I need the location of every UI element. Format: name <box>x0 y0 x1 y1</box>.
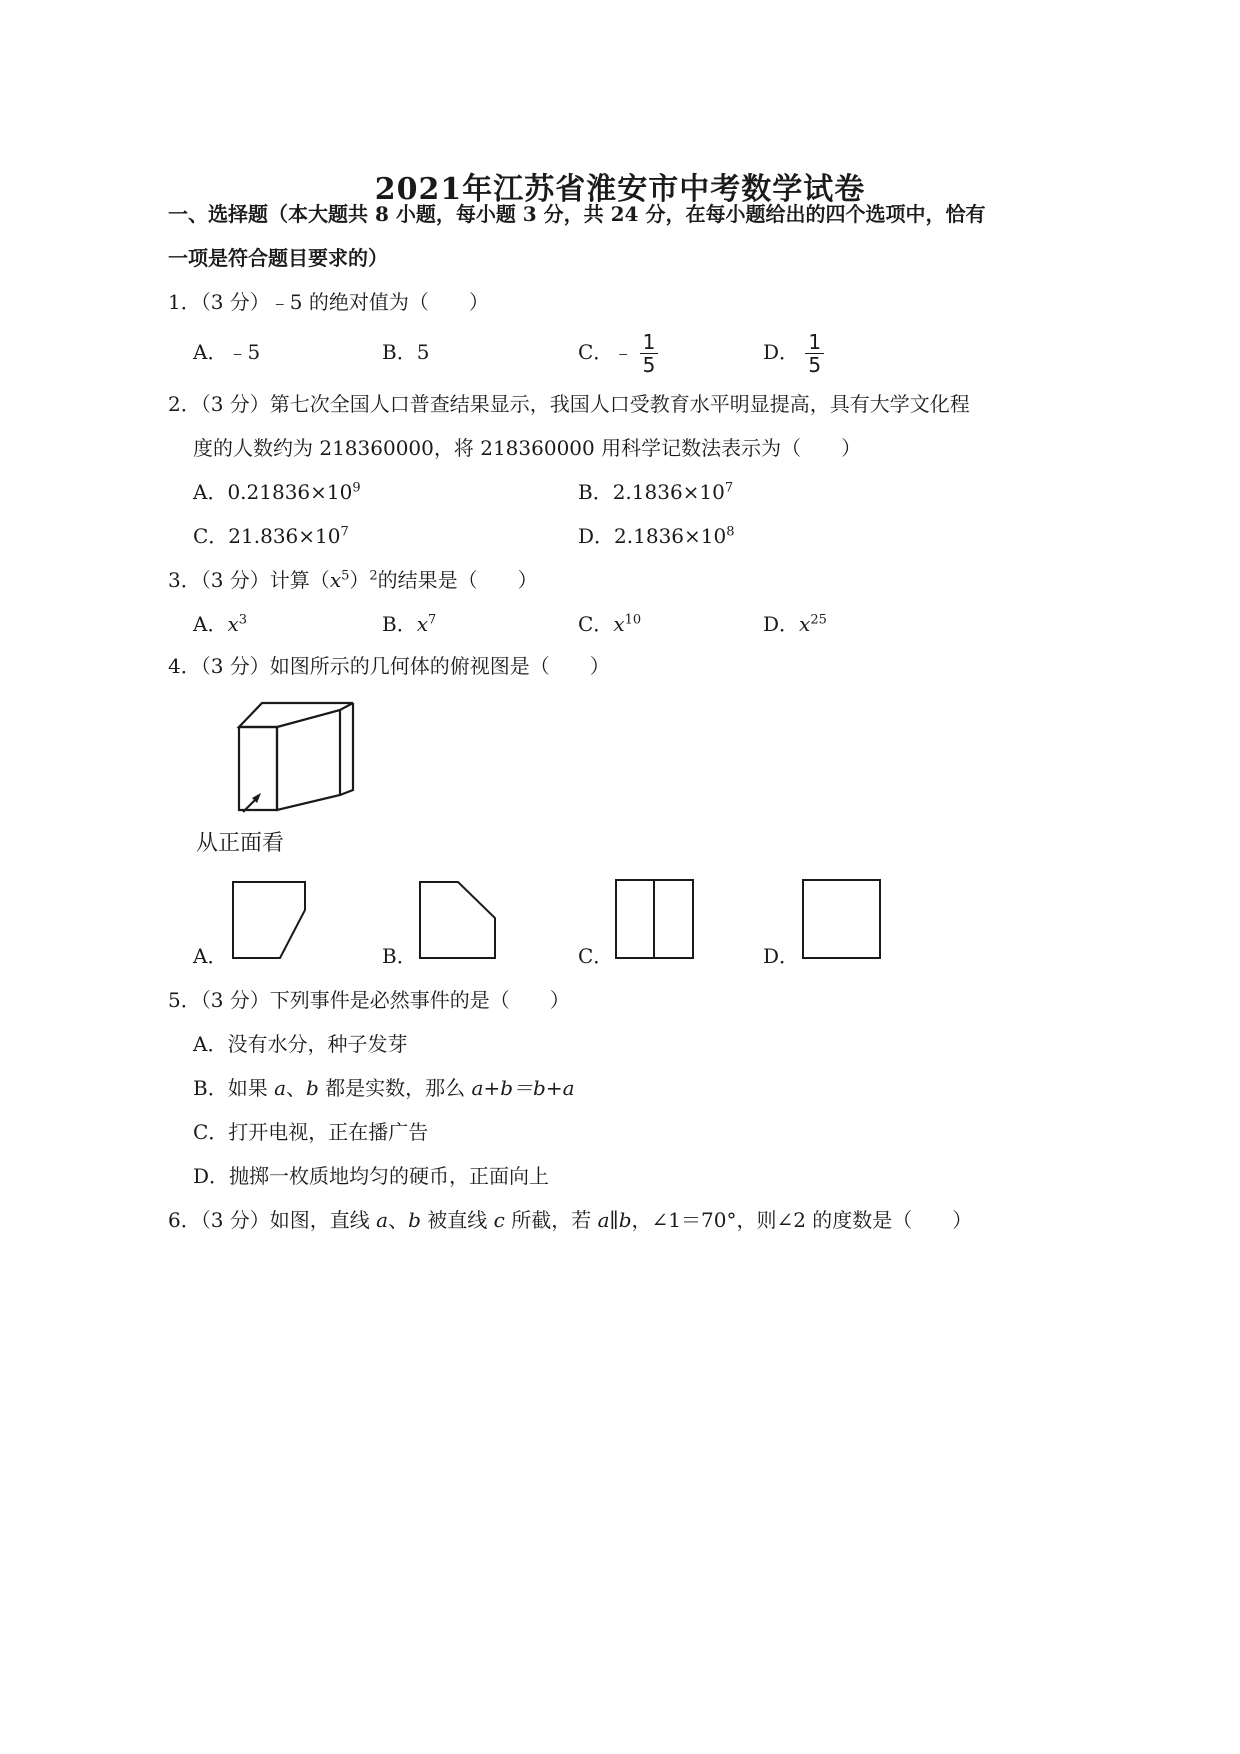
exponent: 3 <box>238 612 248 628</box>
fraction-numerator: 1 <box>640 332 659 354</box>
exponent: 25 <box>810 612 827 628</box>
q3-stem-pre: 3．（3 分）计算（ <box>168 568 330 592</box>
q4-view-caption: 从正面看 <box>196 831 285 856</box>
exponent: 5 <box>341 568 350 584</box>
variable-b: b <box>306 1076 319 1100</box>
variable-x: x <box>416 612 428 636</box>
exponent: 9 <box>352 480 361 496</box>
q5-stem: 5．（3 分）下列事件是必然事件的是（ ） <box>168 988 570 1012</box>
q1-option-d-label: D． <box>763 340 800 364</box>
separator: 、 <box>286 1076 306 1100</box>
q5-option-b-expression: a+b＝b+a <box>471 1076 575 1100</box>
exponent: 8 <box>726 524 735 540</box>
exponent: 7 <box>340 524 349 540</box>
q4-stem: 4．（3 分）如图所示的几何体的俯视图是（ ） <box>168 654 610 678</box>
variable-c: c <box>493 1208 505 1232</box>
variable-x: x <box>329 568 342 592</box>
q4-option-d-label: D． <box>763 944 800 968</box>
q6-parallel-expression: a∥b <box>597 1208 632 1232</box>
page-title: 2021年江苏省淮安市中考数学试卷 <box>374 172 866 207</box>
variable-b: b <box>408 1208 421 1232</box>
q5-option-a: A．没有水分，种子发芽 <box>193 1032 408 1056</box>
q1-option-c-label: C．﹣ <box>578 340 634 364</box>
variable-x: x <box>799 612 811 636</box>
separator: 、 <box>388 1208 409 1232</box>
section-heading-line1: 一、选择题（本大题共 8 小题，每小题 3 分，共 24 分，在每小题给出的四个选项中，恰有 <box>168 202 986 226</box>
variable-x: x <box>227 612 239 636</box>
q3-stem-mid: ） <box>349 568 370 592</box>
q6-stem-pre: 6．（3 分）如图，直线 <box>168 1208 377 1232</box>
q6-stem <box>168 1206 972 1234</box>
q1-stem: 1．（3 分）﹣5 的绝对值为（ ） <box>168 290 489 314</box>
q2-option-c-text: C．21.836×10 <box>193 524 341 548</box>
variable-x: x <box>613 612 625 636</box>
q2-stem-line1: 2．（3 分）第七次全国人口普查结果显示，我国人口受教育水平明显提高，具有大学文化程 <box>168 392 970 416</box>
exponent: 7 <box>427 612 437 628</box>
q5-option-b-pre: B．如果 <box>193 1076 275 1100</box>
q4-option-a-label: A． <box>193 944 228 968</box>
q2-option-d-text: D．2.1836×10 <box>578 524 727 548</box>
q3-stem-post: 的结果是（ ） <box>377 568 538 592</box>
q5-option-b-mid: 都是实数，那么 <box>318 1076 472 1100</box>
q5-option-d: D．抛掷一枚质地均匀的硬币，正面向上 <box>193 1164 550 1188</box>
exponent: 7 <box>724 480 734 496</box>
fraction-denominator: 5 <box>642 353 656 377</box>
variable-a: a <box>376 1208 389 1232</box>
q6-stem-post1: 所截，若 <box>504 1208 598 1232</box>
q1-option-a: A．﹣5 <box>193 340 261 364</box>
q1-option-b: B．5 <box>382 340 430 364</box>
exponent: 10 <box>624 612 642 628</box>
q4-option-b-label: B． <box>382 944 417 968</box>
section-heading-line2: 一项是符合题目要求的） <box>168 246 388 270</box>
option-label: D． <box>763 612 800 636</box>
fraction-denominator: 5 <box>808 353 822 377</box>
exponent: 2 <box>369 568 378 584</box>
option-label: C． <box>578 612 614 636</box>
variable-a: a <box>274 1076 286 1100</box>
q6-stem-mid: 被直线 <box>420 1208 494 1232</box>
q5-option-b <box>193 1074 575 1102</box>
option-label: A． <box>193 612 228 636</box>
q6-stem-post2: ，∠1＝70°，则∠2 的度数是（ ） <box>631 1208 973 1232</box>
q2-option-b-text: B．2.1836×10 <box>578 480 725 504</box>
q2-option-a-text: A．0.21836×10 <box>193 480 353 504</box>
q4-option-c-label: C． <box>578 944 614 968</box>
q5-option-c: C．打开电视，正在播广告 <box>193 1120 429 1144</box>
fraction-numerator: 1 <box>805 332 824 354</box>
option-label: B． <box>382 612 417 636</box>
q2-stem-line2: 度的人数约为 218360000，将 218360000 用科学记数法表示为（ ） <box>193 436 862 460</box>
